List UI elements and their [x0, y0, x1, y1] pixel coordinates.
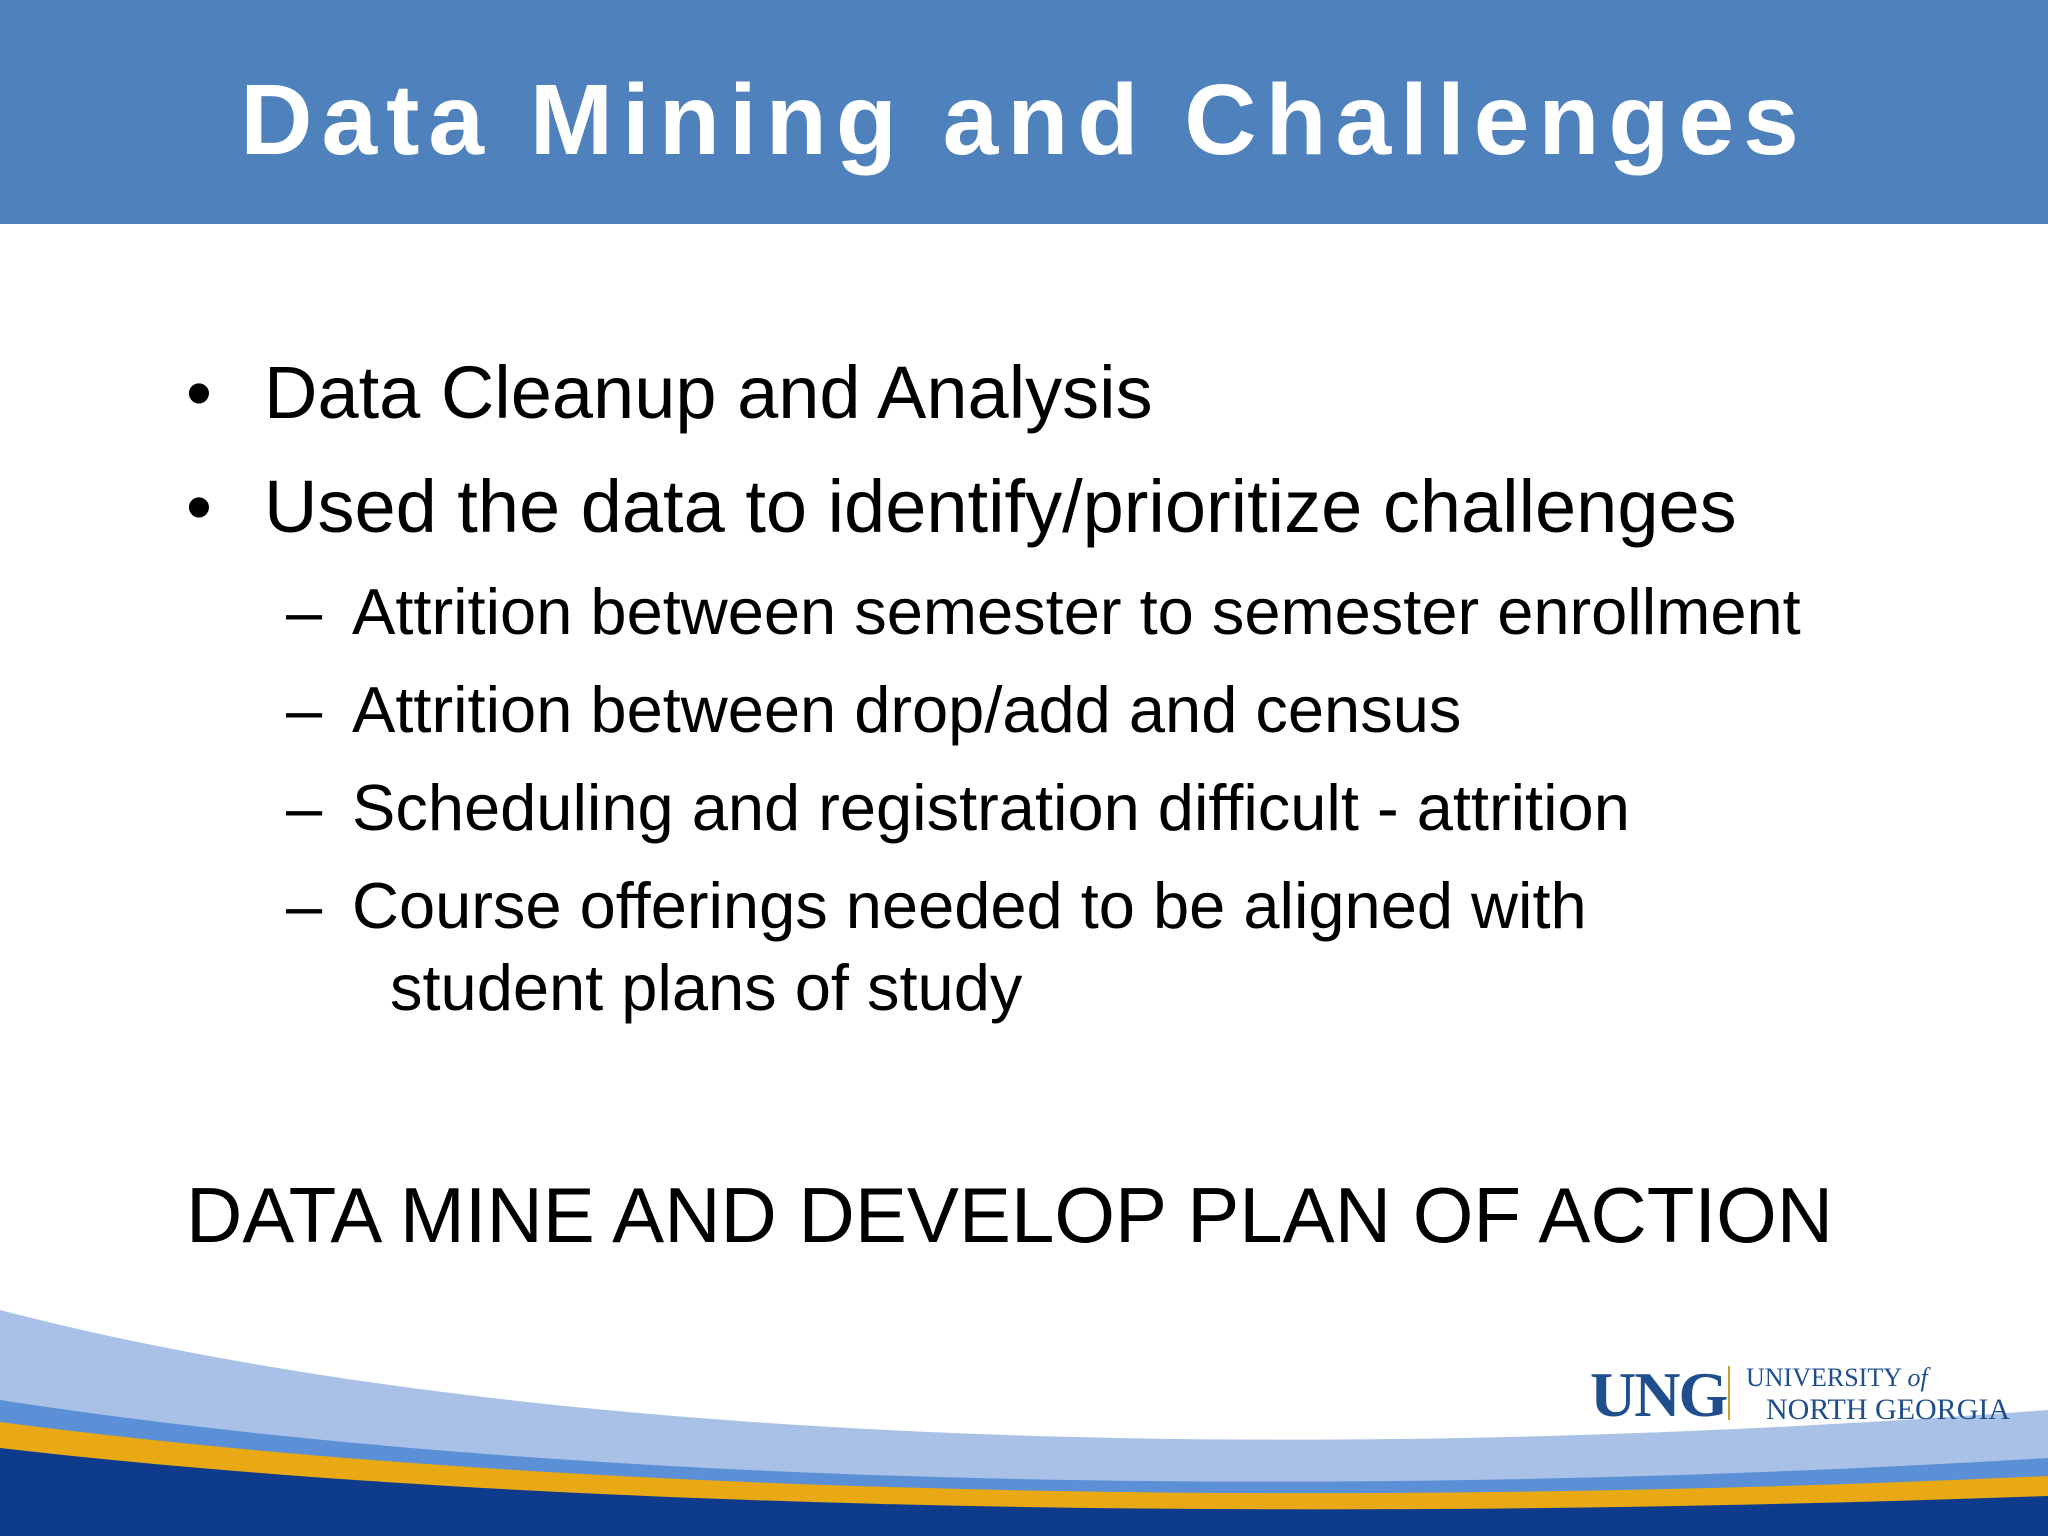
logo-abbreviation: UNG	[1590, 1359, 1727, 1430]
logo-north-georgia: NORTH GEORGIA	[1766, 1393, 2011, 1426]
sub-bullet-marker: –	[286, 771, 323, 844]
sub-bullet-text: Course offerings needed to be aligned with	[352, 869, 1587, 942]
logo-university-word: UNIVERSITY	[1746, 1363, 1902, 1392]
bullet-text: Used the data to identify/prioritize challenges	[264, 465, 1737, 548]
bullet-text: Data Cleanup and Analysis	[264, 351, 1153, 434]
sub-bullet-text: Scheduling and registration difficult - attrition	[352, 771, 1630, 844]
logo-divider	[1728, 1366, 1730, 1420]
sub-bullet-marker: –	[286, 575, 323, 648]
action-statement: DATA MINE AND DEVELOP PLAN OF ACTION	[186, 1171, 1834, 1259]
sub-bullet-continuation: student plans of study	[390, 951, 1023, 1024]
sub-bullet-text: Attrition between semester to semester enrollment	[352, 575, 1801, 648]
logo-university-line	[1746, 1364, 1928, 1392]
slide-title: Data Mining and Challenges	[240, 64, 1808, 176]
bullet-marker: •	[186, 465, 212, 548]
logo-of-word: of	[1907, 1363, 1928, 1392]
bullet-marker: •	[186, 351, 212, 434]
sub-bullet-marker: –	[286, 673, 323, 746]
university-logo	[1590, 1360, 2010, 1430]
sub-bullet-marker: –	[286, 869, 323, 942]
sub-bullet-text: Attrition between drop/add and census	[352, 673, 1462, 746]
